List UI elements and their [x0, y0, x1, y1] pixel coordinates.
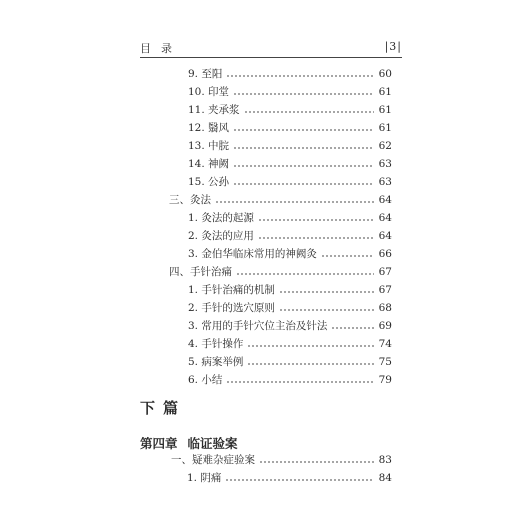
toc-section-entry[interactable] [169, 192, 392, 206]
toc-entry[interactable] [188, 318, 392, 332]
toc-entry[interactable] [188, 138, 392, 152]
toc-entry-label: 12. 翳风 [188, 122, 230, 134]
toc-entry-page: 75 [378, 356, 392, 368]
toc-entry-page: 61 [378, 122, 392, 134]
toc-entry-page: 79 [378, 374, 392, 386]
leader-dots [279, 291, 374, 293]
toc-entry-label: 1. 阴痛 [187, 472, 222, 484]
toc-entry[interactable] [187, 470, 392, 484]
toc-entry-page: 83 [378, 454, 392, 466]
toc-entry-page: 62 [378, 140, 392, 152]
toc-entry-page: 67 [378, 284, 392, 296]
chapter-title: 临证验案 [187, 436, 238, 451]
toc-entry-page: 61 [378, 104, 392, 116]
toc-entry[interactable] [188, 66, 392, 80]
toc-entry-page: 60 [378, 68, 392, 80]
toc-entry[interactable] [188, 336, 392, 350]
part-heading[interactable]: 下篇 [140, 399, 187, 417]
toc-entry-page: 84 [378, 472, 392, 484]
toc-entry-label: 10. 印堂 [188, 86, 230, 98]
leader-dots [259, 461, 374, 463]
chapter-heading[interactable] [140, 434, 238, 452]
toc-entry-label: 2. 灸法的应用 [188, 230, 254, 242]
toc-entry-label: 6. 小结 [188, 374, 223, 386]
toc-entry-page: 64 [378, 230, 392, 242]
toc-entry-label: 4. 手针操作 [188, 338, 244, 350]
toc-section-entry[interactable] [169, 264, 392, 278]
toc-entry-label: 9. 至阳 [188, 68, 223, 80]
toc-entry-label: 3. 金伯华临床常用的神阙灸 [188, 248, 317, 260]
leader-dots [233, 93, 374, 95]
toc-section-entry[interactable] [171, 452, 392, 466]
toc-entry-label: 2. 手针的选穴原则 [188, 302, 275, 314]
leader-dots [215, 201, 374, 203]
toc-entry-page: 66 [378, 248, 392, 260]
leader-dots [321, 255, 374, 257]
toc-entry[interactable] [188, 210, 392, 224]
leader-dots [247, 345, 374, 347]
leader-dots [244, 111, 374, 113]
toc-entry[interactable] [188, 156, 392, 170]
toc-entry-page: 64 [378, 194, 392, 206]
leader-dots [233, 147, 374, 149]
toc-entry-page: 68 [378, 302, 392, 314]
toc-entry-label: 5. 病案举例 [188, 356, 244, 368]
leader-dots [258, 219, 374, 221]
toc-entry[interactable] [188, 174, 392, 188]
toc-entry-label: 一、疑难杂症验案 [171, 454, 255, 466]
toc-entry-label: 15. 公孙 [188, 176, 230, 188]
toc-entry-page: 64 [378, 212, 392, 224]
toc-entry-label: 11. 夹承浆 [188, 104, 240, 116]
toc-entry-label: 三、灸法 [169, 194, 211, 206]
leader-dots [279, 309, 374, 311]
toc-entry[interactable] [188, 228, 392, 242]
header-page-number: |3| [384, 40, 402, 53]
toc-entry[interactable] [188, 372, 392, 386]
header-title: 目录 [140, 42, 182, 55]
header-rule [140, 57, 402, 58]
toc-entry[interactable] [188, 120, 392, 134]
leader-dots [258, 237, 374, 239]
toc-entry-page: 63 [378, 158, 392, 170]
leader-dots [233, 183, 374, 185]
leader-dots [226, 75, 374, 77]
toc-entry-label: 3. 常用的手针穴位主治及针法 [188, 320, 328, 332]
toc-entry[interactable] [188, 246, 392, 260]
toc-entry[interactable] [188, 84, 392, 98]
leader-dots [331, 327, 374, 329]
leader-dots [225, 479, 374, 481]
toc-entry-page: 67 [378, 266, 392, 278]
running-header [140, 40, 402, 56]
toc-entry[interactable] [188, 300, 392, 314]
toc-entry-label: 13. 中脘 [188, 140, 230, 152]
toc-entry-label: 四、手针治痛 [169, 266, 232, 278]
toc-entry[interactable] [188, 102, 392, 116]
toc-entry-page: 63 [378, 176, 392, 188]
toc-entry-label: 1. 手针治痛的机制 [188, 284, 275, 296]
leader-dots [247, 363, 374, 365]
chapter-number: 第四章 [140, 436, 178, 451]
leader-dots [226, 381, 374, 383]
toc-entry-label: 1. 灸法的起源 [188, 212, 254, 224]
toc-entry-page: 74 [378, 338, 392, 350]
toc-entry-label: 14. 神阙 [188, 158, 230, 170]
toc-entry-page: 69 [378, 320, 392, 332]
leader-dots [233, 165, 374, 167]
toc-entry[interactable] [188, 282, 392, 296]
leader-dots [233, 129, 374, 131]
toc-entry-page: 61 [378, 86, 392, 98]
toc-entry[interactable] [188, 354, 392, 368]
leader-dots [236, 273, 374, 275]
